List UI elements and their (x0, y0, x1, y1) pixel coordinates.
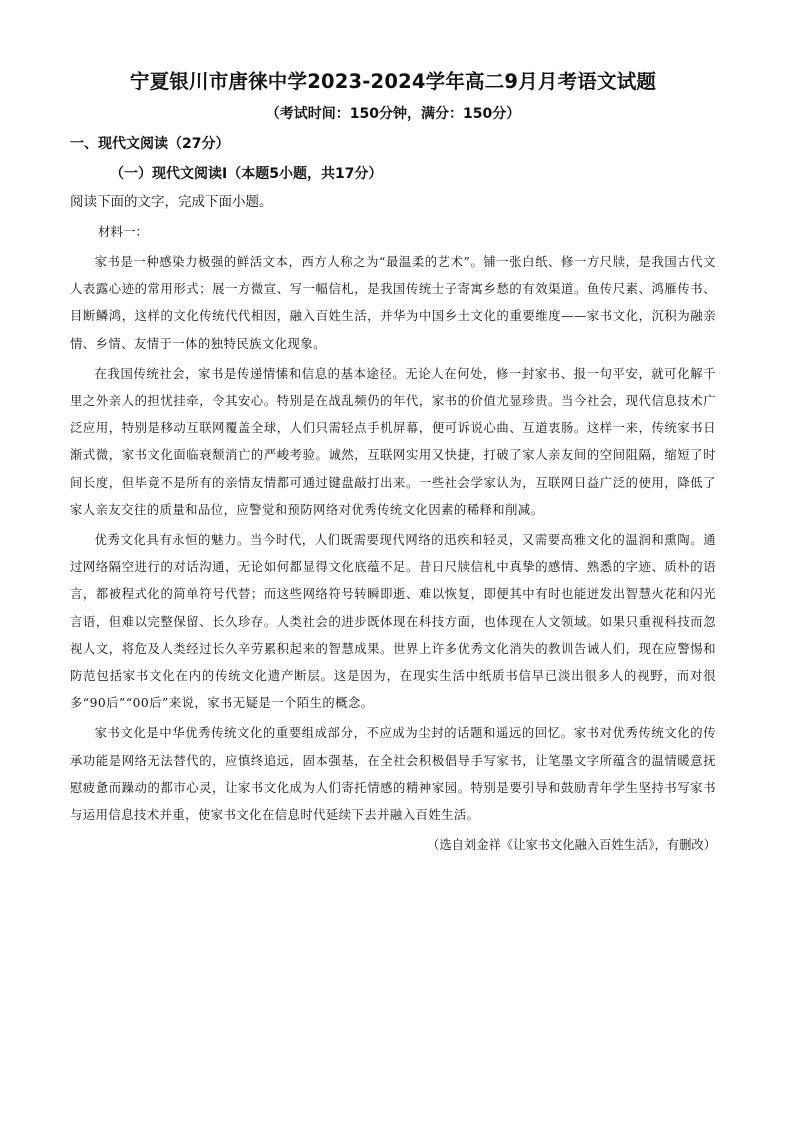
reading-instruction: 阅读下面的文字，完成下面小题。 (70, 194, 273, 210)
material-label: 材料一： (98, 224, 149, 239)
exam-info: （考试时间：150分钟，满分：150分） (265, 106, 521, 122)
page-title: 宁夏银川市唐徕中学2023-2024学年高二9月月考语文试题 (129, 70, 657, 93)
paragraph: 家书是一种感染力极强的鲜活文本，西方人称之为“最温柔的艺术”。铺一张白纸、修一方尺牍，是我国古代文人表露心迹的常用形式；展一方微宣、写一幅信札，是我国传统士子寄寓乡愁的有效渠道。鱼传尺素、鸿雁传书、目断鳞鸿，这样的文化传统代代相因，融入百姓生活，并华为中国乡土文化的重要维度——家书文化，沉积为融亲情、乡情、友情于一体的独特民族文化现象。 (70, 255, 716, 351)
source-citation: （选自刘金祥《让家书文化融入百姓生活》，有删改） (427, 838, 716, 853)
paragraph: 优秀文化具有永恒的魅力。当今时代，人们既需要现代网络的迅疾和轻灵，又需要高雅文化的温润和熏陶。通过网络隔空进行的对话沟通，无论如何都显得文化底蕴不足。昔日尺牍信札中真挚的感情、熟悉的字迹、质朴的语言，都被程式化的简单符号代替；而这些网络符号转瞬即逝、难以恢复，即便其中有时也能迸发出智慧火花和闪光言语，但难以完整保留、长久珍存。人类社会的进步既体现在科技方面，也体现在人文领域。如果只重视科技而忽视人文，将危及人类经过长久辛劳累积起来的智慧成果。世界上许多优秀文化消失的教训告诫人们，现在应警惕和防范包括家书文化在内的传统文化遗产断层。这是因为，在现实生活中纸质书信早已淡出很多人的视野，而对很多“90后”“00后”来说，家书无疑是一个陌生的概念。 (70, 533, 716, 711)
passage (70, 249, 716, 829)
subsection-heading: （一）现代文阅读Ⅰ（本题5小题，共17分） (110, 166, 383, 182)
paragraph: 家书文化是中华优秀传统文化的重要组成部分，不应成为尘封的话题和遥远的回忆。家书对优秀传统文化的传承功能是网络无法替代的，应慎终追远，固本强基，在全社会积极倡导手写家书，让笔墨文字所蕴含的温情暖意抚慰疲惫而躁动的都市心灵，让家书文化成为人们寄托情感的精神家园。特别是要引导和鼓励青年学生坚持书写家书与运用信息技术并重，使家书文化在信息时代延续下去并融入百姓生活。 (70, 726, 716, 823)
section-heading: 一、现代文阅读（27分） (70, 136, 230, 152)
paragraph: 在我国传统社会，家书是传递情愫和信息的基本途径。无论人在何处，修一封家书、报一句平安，就可化解千里之外亲人的担忧挂牵，令其安心。特别是在战乱频仍的年代，家书的价值尤显珍贵。当今社会，现代信息技术广泛应用，特别是移动互联网覆盖全球，人们只需轻点手机屏幕，便可诉说心曲、互道衷肠。这样一来，传统家书日渐式微，家书文化面临衰颓消亡的严峻考验。诚然，互联网实用又快捷，打破了家人亲友间的空间阻隔，缩短了时间长度，但毕竟不是所有的亲情友情都可通过键盘敲打出来。一些社会学家认为，互联网日益广泛的使用，降低了家人亲友交往的质量和品位，应警觉和预防网络对优秀传统文化因素的稀释和削减。 (70, 366, 716, 517)
